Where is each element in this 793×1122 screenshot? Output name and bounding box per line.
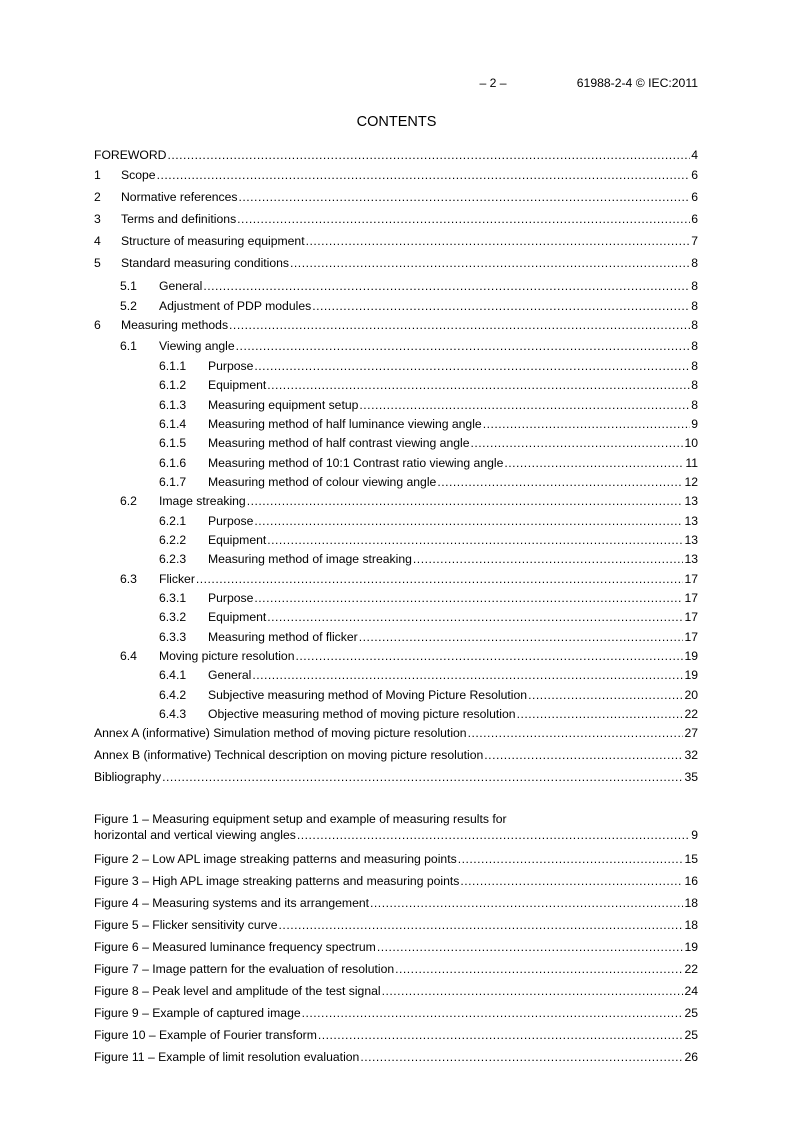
toc-entry[interactable] <box>94 146 698 162</box>
toc-entry[interactable] <box>159 628 698 644</box>
toc-entry-title: Measuring method of half contrast viewing angle <box>208 436 470 450</box>
toc-entry-page: 17 <box>684 610 698 624</box>
figure-entry[interactable] <box>94 916 698 932</box>
figure-1-entry[interactable] <box>94 826 698 842</box>
figure-entry-title: Figure 6 – Measured luminance frequency spectrum <box>94 940 376 954</box>
dot-leader <box>483 417 691 431</box>
toc-entry-title: Normative references <box>121 190 238 204</box>
toc-entry[interactable] <box>120 647 698 663</box>
toc-entry[interactable] <box>94 210 698 226</box>
toc-entry[interactable] <box>94 188 698 204</box>
figure-entry[interactable] <box>94 982 698 998</box>
toc-entry-page: 19 <box>684 649 698 663</box>
toc-entry-page: 32 <box>684 748 698 762</box>
toc-entry-number: 6.4.1 <box>159 668 187 682</box>
dot-leader <box>413 552 684 566</box>
toc-entry-title: Structure of measuring equipment <box>121 234 305 248</box>
toc-entry-number: 6.1.5 <box>159 436 187 450</box>
toc-entry[interactable] <box>94 232 698 248</box>
figure-entry-page: 22 <box>684 962 698 976</box>
figure-entry-title: Figure 8 – Peak level and amplitude of the test signal <box>94 984 381 998</box>
dot-leader <box>252 668 683 682</box>
figure-entry-page: 25 <box>684 1028 698 1042</box>
toc-entry-number: 6.2.2 <box>159 533 187 547</box>
toc-entry-title: Measuring methods <box>121 318 229 332</box>
dot-leader <box>528 688 683 702</box>
toc-entry[interactable] <box>120 297 698 313</box>
toc-entry-title: Purpose <box>208 591 254 605</box>
contents-title: CONTENTS <box>356 114 437 130</box>
dot-leader <box>290 256 690 270</box>
toc-entry-page: 8 <box>691 398 698 412</box>
toc-entry-page: 11 <box>685 456 698 470</box>
toc-entry-page: 8 <box>691 378 698 392</box>
dot-leader <box>297 828 690 842</box>
toc-entry[interactable] <box>94 768 698 784</box>
toc-entry-page: 6 <box>691 168 698 182</box>
dot-leader <box>395 962 683 976</box>
toc-entry[interactable] <box>94 166 698 182</box>
figure-entry-title: Figure 3 – High APL image streaking patterns and measuring points <box>94 874 460 888</box>
toc-entry-page: 19 <box>684 668 698 682</box>
toc-entry-number: 6.3.2 <box>159 610 187 624</box>
figure-entry-page: 16 <box>684 874 698 888</box>
dot-leader <box>458 852 684 866</box>
dot-leader <box>267 610 683 624</box>
toc-entry-title: Annex A (informative) Simulation method of moving picture resolution <box>94 726 467 740</box>
toc-entry-number: 6.4.2 <box>159 688 187 702</box>
toc-entry[interactable] <box>159 434 698 450</box>
toc-entry-title: Measuring method of half luminance viewing angle <box>208 417 482 431</box>
figure-1-title-line1: Figure 1 – Measuring equipment setup and example of measuring results for <box>94 812 507 826</box>
toc-entry-page: 7 <box>691 234 698 248</box>
toc-entry-number: 6.2.3 <box>159 552 187 566</box>
toc-entry-page: 13 <box>684 514 698 528</box>
toc-entry-number: 6.3 <box>120 572 137 586</box>
dot-leader <box>318 1028 684 1042</box>
dot-leader <box>254 514 683 528</box>
toc-entry[interactable] <box>120 570 698 586</box>
figure-entry-title: Figure 10 – Example of Fourier transform <box>94 1028 317 1042</box>
toc-entry-number: 6.1.6 <box>159 456 187 470</box>
toc-entry-page: 13 <box>684 494 698 508</box>
toc-entry-title: Measuring equipment setup <box>208 398 359 412</box>
toc-entry-number: 6.3.1 <box>159 591 187 605</box>
toc-entry-page: 6 <box>691 190 698 204</box>
figure-entry-title: Figure 5 – Flicker sensitivity curve <box>94 918 278 932</box>
dot-leader <box>468 726 684 740</box>
toc-entry-title: Subjective measuring method of Moving Picture Resolution <box>208 688 528 702</box>
dot-leader <box>504 456 684 470</box>
dot-leader <box>471 436 684 450</box>
dot-leader <box>267 378 690 392</box>
figure-entry-title: Figure 11 – Example of limit resolution evaluation <box>94 1050 360 1064</box>
toc-entry[interactable] <box>159 666 698 682</box>
toc-entry-title: Objective measuring method of moving picture resolution <box>208 707 516 721</box>
toc-entry[interactable] <box>159 512 698 528</box>
toc-entry-title: Purpose <box>208 514 254 528</box>
toc-entry-page: 13 <box>684 552 698 566</box>
toc-entry-title: Bibliography <box>94 770 162 784</box>
dot-leader <box>460 874 683 888</box>
figure-entry-page: 25 <box>684 1006 698 1020</box>
figure-entry-page: 15 <box>684 852 698 866</box>
dot-leader <box>312 299 690 313</box>
toc-entry-number: 6.1.7 <box>159 475 187 489</box>
figure-entry-title: Figure 4 – Measuring systems and its arrangement <box>94 896 370 910</box>
toc-entry-page: 35 <box>684 770 698 784</box>
toc-entry-page: 27 <box>684 726 698 740</box>
toc-entry-title: Terms and definitions <box>121 212 237 226</box>
toc-entry-number: 6.2.1 <box>159 514 187 528</box>
toc-entry-title: Annex B (informative) Technical description on moving picture resolution <box>94 748 484 762</box>
toc-entry-title: FOREWORD <box>94 148 167 162</box>
toc-entry-page: 8 <box>691 359 698 373</box>
document-reference: 61988-2-4 © IEC:2011 <box>576 76 698 90</box>
toc-entry-title: Viewing angle <box>159 339 235 353</box>
figure-entry-title: Figure 2 – Low APL image streaking patterns and measuring points <box>94 852 457 866</box>
dot-leader <box>382 984 684 998</box>
toc-entry-number: 6.4.3 <box>159 707 187 721</box>
toc-entry-page: 17 <box>684 630 698 644</box>
toc-entry[interactable] <box>159 473 698 489</box>
toc-entry-number: 2 <box>94 190 101 204</box>
dot-leader <box>370 896 683 910</box>
toc-entry-number: 6.4 <box>120 649 137 663</box>
toc-entry-title: Scope <box>121 168 156 182</box>
dot-leader <box>484 748 683 762</box>
figure-entry-page: 18 <box>684 918 698 932</box>
toc-entry-title: Measuring method of 10:1 Contrast ratio viewing angle <box>208 456 504 470</box>
toc-entry[interactable] <box>94 254 698 270</box>
toc-entry-number: 1 <box>94 168 101 182</box>
figure-entry[interactable] <box>94 960 698 976</box>
toc-entry-number: 6.1.3 <box>159 398 187 412</box>
toc-entry[interactable] <box>120 492 698 508</box>
dot-leader <box>203 279 690 293</box>
toc-entry[interactable] <box>159 686 698 702</box>
toc-entry[interactable] <box>159 550 698 566</box>
toc-entry[interactable] <box>159 608 698 624</box>
figure-entry-page: 26 <box>684 1050 698 1064</box>
toc-entry-page: 17 <box>684 572 698 586</box>
toc-entry-title: Adjustment of PDP modules <box>159 299 312 313</box>
toc-entry-page: 22 <box>684 707 698 721</box>
dot-leader <box>377 940 684 954</box>
dot-leader <box>437 475 683 489</box>
figure-entry-title: Figure 7 – Image pattern for the evaluation of resolution <box>94 962 395 976</box>
dot-leader <box>267 533 683 547</box>
toc-entry-title: Standard measuring conditions <box>121 256 290 270</box>
figure-entry[interactable] <box>94 850 698 866</box>
toc-entry-number: 5.1 <box>120 279 137 293</box>
dot-leader <box>279 918 684 932</box>
toc-entry-number: 4 <box>94 234 101 248</box>
dot-leader <box>162 770 683 784</box>
toc-entry-title: General <box>208 668 252 682</box>
toc-entry[interactable] <box>159 396 698 412</box>
toc-entry[interactable] <box>94 746 698 762</box>
toc-entry[interactable] <box>120 277 698 293</box>
toc-entry[interactable] <box>159 531 698 547</box>
toc-entry-title: Measuring method of flicker <box>208 630 358 644</box>
figure-1-title-line2: horizontal and vertical viewing angles <box>94 828 296 842</box>
dot-leader <box>254 591 683 605</box>
figure-entry[interactable] <box>94 1048 698 1064</box>
toc-entry-title: Purpose <box>208 359 254 373</box>
toc-entry[interactable] <box>94 316 698 332</box>
toc-entry-title: Moving picture resolution <box>159 649 295 663</box>
toc-entry-title: Measuring method of image streaking <box>208 552 412 566</box>
toc-entry-title: Equipment <box>208 533 267 547</box>
toc-entry[interactable] <box>159 589 698 605</box>
toc-entry[interactable] <box>159 415 698 431</box>
toc-entry-page: 4 <box>691 148 698 162</box>
dot-leader <box>360 1050 683 1064</box>
toc-entry-page: 10 <box>684 436 698 450</box>
figure-entry[interactable] <box>94 894 698 910</box>
toc-entry-number: 6.3.3 <box>159 630 187 644</box>
toc-entry[interactable] <box>120 337 698 353</box>
toc-entry[interactable] <box>159 454 698 470</box>
dot-leader <box>167 148 690 162</box>
dot-leader <box>517 707 684 721</box>
toc-entry-page: 8 <box>691 279 698 293</box>
dot-leader <box>306 234 691 248</box>
figure-entry[interactable] <box>94 872 698 888</box>
toc-entry-number: 6 <box>94 318 101 332</box>
dot-leader <box>236 339 691 353</box>
figure-entry-title: Figure 9 – Example of captured image <box>94 1006 301 1020</box>
toc-entry[interactable] <box>159 705 698 721</box>
toc-entry-page: 6 <box>691 212 698 226</box>
page-header <box>94 76 698 92</box>
toc-entry-page: 8 <box>691 299 698 313</box>
toc-entry-page: 17 <box>684 591 698 605</box>
dot-leader <box>359 398 690 412</box>
toc-entry-page: 8 <box>691 339 698 353</box>
toc-entry[interactable] <box>94 724 698 740</box>
toc-entry-number: 6.1 <box>120 339 137 353</box>
figure-entry-page: 19 <box>684 940 698 954</box>
toc-entry-number: 5 <box>94 256 101 270</box>
toc-entry[interactable] <box>159 376 698 392</box>
toc-entry-title: Flicker <box>159 572 195 586</box>
dot-leader <box>254 359 690 373</box>
dot-leader <box>247 494 684 508</box>
toc-entry-title: General <box>159 279 203 293</box>
dot-leader <box>302 1006 684 1020</box>
figure-entry-page: 18 <box>684 896 698 910</box>
figure-entry[interactable] <box>94 1004 698 1020</box>
toc-entry-number: 6.1.1 <box>159 359 187 373</box>
toc-entry-title: Image streaking <box>159 494 246 508</box>
toc-entry-title: Equipment <box>208 378 267 392</box>
toc-entry-number: 5.2 <box>120 299 137 313</box>
toc-entry-number: 6.1.4 <box>159 417 187 431</box>
dot-leader <box>359 630 684 644</box>
toc-entry-page: 13 <box>684 533 698 547</box>
toc-entry-page: 8 <box>691 318 698 332</box>
toc-entry-page: 20 <box>684 688 698 702</box>
figure-1-page: 9 <box>691 828 698 842</box>
toc-entry-title: Equipment <box>208 610 267 624</box>
dot-leader <box>237 212 690 226</box>
dot-leader <box>239 190 691 204</box>
figure-entry[interactable] <box>94 938 698 954</box>
dot-leader <box>229 318 690 332</box>
toc-entry-page: 9 <box>691 417 698 431</box>
figure-entry[interactable] <box>94 1026 698 1042</box>
toc-entry-title: Measuring method of colour viewing angle <box>208 475 437 489</box>
dot-leader <box>157 168 691 182</box>
page-number: – 2 – <box>479 76 507 90</box>
toc-entry-page: 12 <box>684 475 698 489</box>
toc-entry-page: 8 <box>691 256 698 270</box>
toc-entry-number: 6.1.2 <box>159 378 187 392</box>
toc-entry-number: 6.2 <box>120 494 137 508</box>
toc-entry-number: 3 <box>94 212 101 226</box>
toc-entry[interactable] <box>159 357 698 373</box>
figure-entry-page: 24 <box>684 984 698 998</box>
dot-leader <box>296 649 684 663</box>
dot-leader <box>196 572 684 586</box>
